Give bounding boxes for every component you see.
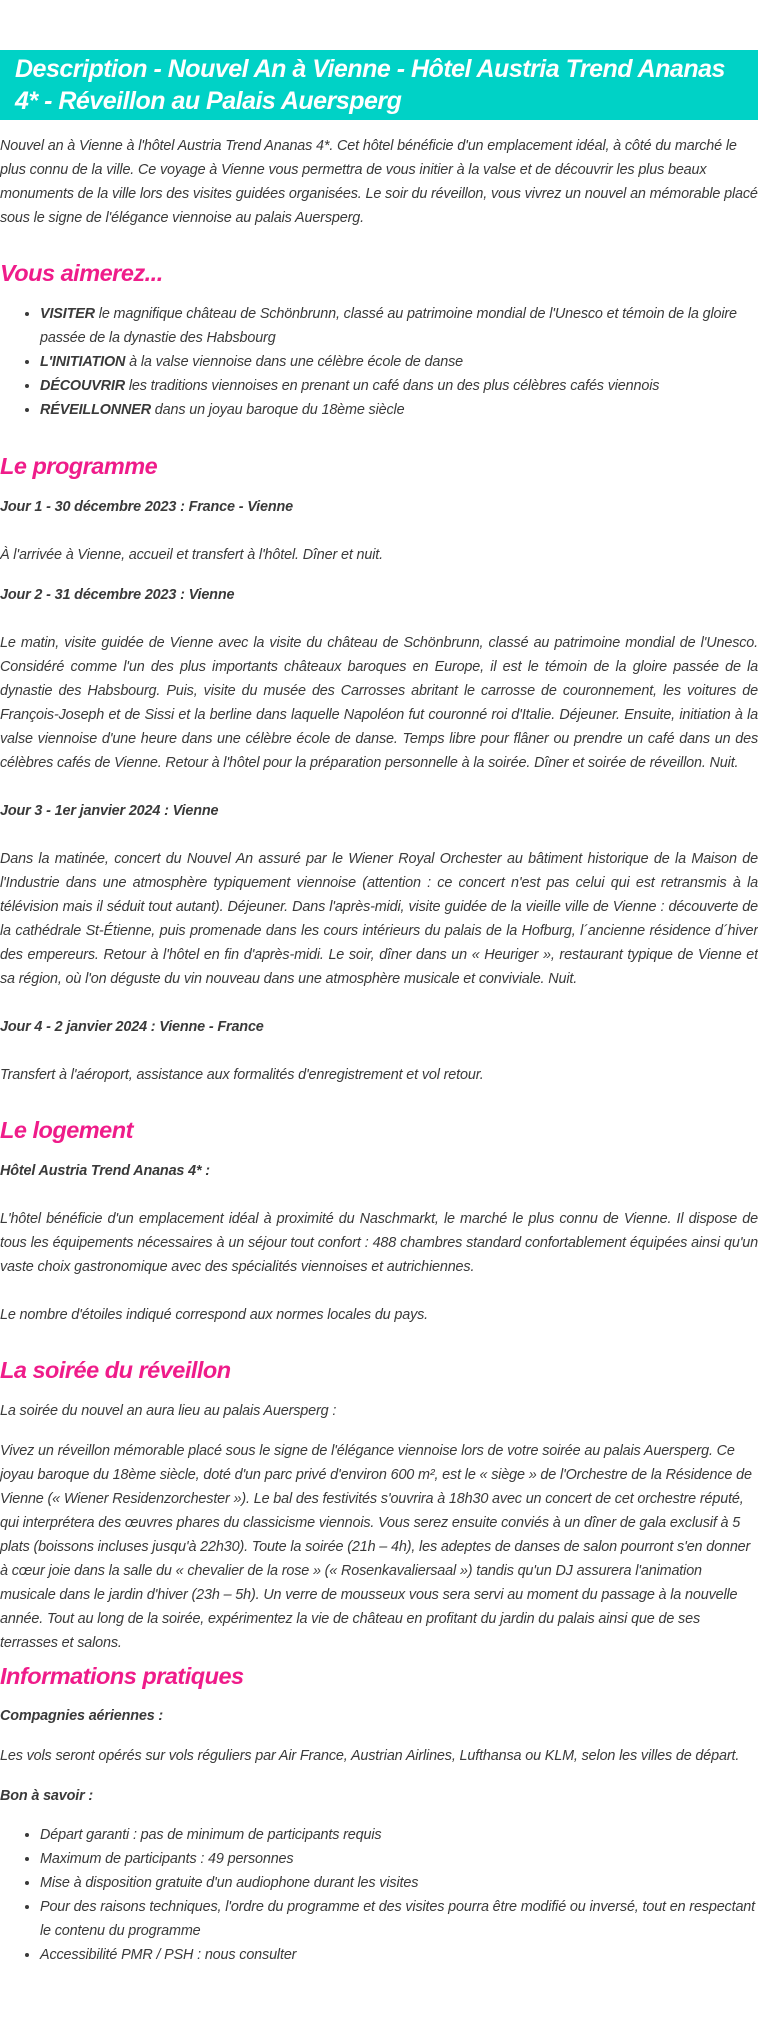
section-heading-aimerez: Vous aimerez... [0,260,163,286]
list-item-key: RÉVEILLONNER [40,402,151,418]
section-vous-aimerez [0,258,758,288]
bon-a-savoir-label: Bon à savoir : [0,1788,94,1804]
list-item [40,350,758,374]
list-item: • Maximum de participants : 49 personnes [40,1847,758,1871]
airlines-label: Compagnies aériennes : [0,1708,164,1724]
list-item: • Mise à disposition gratuite d'un audiophone durant les visites [40,1871,758,1895]
list-item [40,374,758,398]
page-title-banner [0,50,758,120]
day-4-title: Jour 4 - 2 janvier 2024 : Vienne - France [0,1019,264,1035]
list-item-key: L'INITIATION [40,354,126,370]
section-programme [0,451,758,481]
section-logement [0,1115,758,1145]
day-2-text: Le matin, visite guidée de Vienne avec la visite du château de Schönbrunn, classé au patrimoine mondial de l'Unesco. Considéré comme l'un des plus importants châteaux baroques en Europe, il est le témoin de la gloire passée de la dynastie des Habsbourg. Puis, visite du musée des Carrosses abritant le carrosse de couronnement, les voitures de François-Joseph et de Sissi et la berline dans laquelle Napoléon fut couronné roi d'Italie. Déjeuner. Ensuite, initiation à la valse viennoise d'une heure dans une célèbre école de danse. Temps libre pour flâner ou prendre un café dans un des célèbres cafés de Vienne. Retour à l'hôtel pour la préparation personnelle à la soirée. Dîner et soirée de réveillon. Nuit. [0,635,758,771]
soiree-description: Vivez un réveillon mémorable placé sous le signe de l'élégance viennoise lors de votre soirée au palais Auersperg. Ce joyau baroque du 18ème siècle, doté d'un parc privé d'environ 600 m², est le « siège » de l'Orchestre de la Résidence de Vienne (« Wiener Residenzorchester »). Le bal des festivités s'ouvrira à 18h30 avec un concert de cet orchestre réputé, qui interprétera des œuvres phares du classicisme viennois. Vous serez ensuite conviés à un dîner de gala exclusif à 5 plats (boissons incluses jusqu'à 22h30). Toute la soirée (21h – 4h), les adeptes de danses de salon pourront s'en donner à cœur joie dans la salle du « chevalier de la rose » (« Rosenkavaliersaal ») tandis qu'un DJ assurera l'animation musicale dans le jardin d'hiver (23h – 5h). Un verre de mousseux vous sera servi au moment du passage à la nouvelle année. Tout au long de la soirée, expérimentez la vie de château en profitant du jardin du palais ainsi que de ses terrasses et salons. [0,1443,752,1651]
section-heading-infos: Informations pratiques [0,1663,244,1689]
list-item-text: les traditions viennoises en prenant un café dans un des plus célèbres cafés viennois [125,378,660,394]
page-title: Description - Nouvel An à Vienne - Hôtel Austria Trend Ananas 4* - Réveillon au Palais Auersperg [15,55,725,115]
section-heading-soiree: La soirée du réveillon [0,1357,231,1383]
list-item-key: VISITER [40,306,95,322]
hotel-name: Hôtel Austria Trend Ananas 4* : [0,1163,210,1179]
aimerez-list-wrap [0,302,758,422]
day-1-title: Jour 1 - 30 décembre 2023 : France - Vienne [0,499,293,515]
section-infos [0,1661,758,1691]
section-heading-programme: Le programme [0,453,158,479]
hotel-description: L'hôtel bénéficie d'un emplacement idéal à proximité du Naschmarkt, le marché le plus connu de Vienne. Il dispose de tous les équipements nécessaires à un séjour tout confort : 488 chambres standard confortablement équipées ainsi qu'un vaste choix gastronomique avec des spécialités viennoises et autrichiennes. [0,1211,758,1275]
airlines-text: Les vols seront opérés sur vols réguliers par Air France, Austrian Airlines, Lufthansa ou KLM, selon les villes de départ. [0,1748,740,1764]
day-2-title: Jour 2 - 31 décembre 2023 : Vienne [0,587,235,603]
list-item-key: DÉCOUVRIR [40,378,126,394]
list-item-text: dans un joyau baroque du 18ème siècle [150,402,405,418]
list-item [40,302,758,350]
soiree-lead: La soirée du nouvel an aura lieu au palais Auersperg : [0,1403,337,1419]
list-item: • Pour des raisons techniques, l'ordre du programme et des visites pourra être modifié ou inversé, tout en respectant le contenu du programme [40,1895,758,1943]
bon-a-savoir-list [0,1823,758,1967]
list-item: • Accessibilité PMR / PSH : nous consulter [40,1943,758,1967]
list-item: • Départ garanti : pas de minimum de participants requis [40,1823,758,1847]
list-item [40,398,758,422]
aimerez-list [0,302,758,422]
day-3-text: Dans la matinée, concert du Nouvel An assuré par le Wiener Royal Orchester au bâtiment historique de la Maison de l'Industrie dans une atmosphère typiquement viennoise (attention : ce concert n'est pas celui qui est retransmis à la télévision mais il séduit tout autant). Déjeuner. Dans l'après-midi, visite guidée de la vieille ville de Vienne : découverte de la cathédrale St-Étienne, puis promenade dans les cours intérieurs du palais de la Hofburg, l´ancienne résidence d´hiver des empereurs. Retour à l'hôtel en fin d'après-midi. Le soir, dîner dans un « Heuriger », restaurant typique de Vienne et sa région, où l'on déguste du vin nouveau dans une atmosphère musicale et conviviale. Nuit. [0,851,758,987]
section-heading-logement: Le logement [0,1117,133,1143]
list-item-text: à la valse viennoise dans une célèbre école de danse [125,354,463,370]
intro-paragraph: Nouvel an à Vienne à l'hôtel Austria Trend Ananas 4*. Cet hôtel bénéficie d'un emplacement idéal, à côté du marché le plus connu de la ville. Ce voyage à Vienne vous permettra de vous initier à la valse et de découvrir les plus beaux monuments de la ville lors des visites guidées organisées. Le soir du réveillon, vous vivrez un nouvel an mémorable placé sous le signe de l'élégance viennoise au palais Auersperg. [0,138,758,226]
day-1-text: À l'arrivée à Vienne, accueil et transfert à l'hôtel. Dîner et nuit. [0,547,383,563]
day-4-text: Transfert à l'aéroport, assistance aux formalités d'enregistrement et vol retour. [0,1067,484,1083]
stars-note: Le nombre d'étoiles indiqué correspond aux normes locales du pays. [0,1307,429,1323]
list-item-text: le magnifique château de Schönbrunn, classé au patrimoine mondial de l'Unesco et témoin de la gloire passée de la dynastie des Habsbourg [40,306,737,346]
section-soiree [0,1355,758,1385]
day-3-title: Jour 3 - 1er janvier 2024 : Vienne [0,803,219,819]
